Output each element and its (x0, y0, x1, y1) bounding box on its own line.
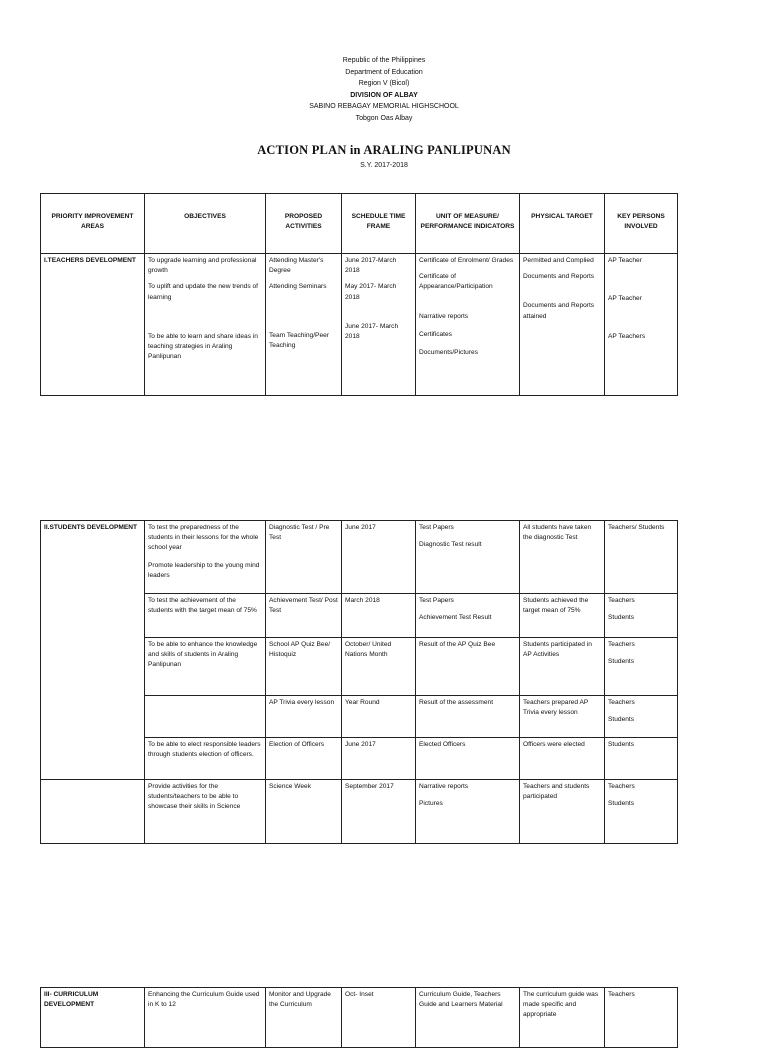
activity-cell: Achievement Test/ Post Test (266, 594, 342, 638)
schedule-text: June 2017- March 2018 (345, 322, 399, 341)
header-line-department: Department of Education (345, 68, 423, 76)
table-row (41, 254, 678, 396)
indicator-text: Certificates (419, 330, 452, 338)
objectives-cell (145, 254, 266, 396)
indicator-text: Pictures (419, 800, 443, 808)
target-text: Permitted and Complied (523, 257, 594, 264)
school-year: S.Y. 2017-2018 (360, 162, 408, 169)
schedule-cell: June 2017 (342, 521, 416, 594)
persons-cell: Teachers (605, 988, 678, 1048)
col-header-persons: KEY PERSONS INVOLVED (605, 194, 678, 254)
target-text: Documents and Reports (523, 273, 595, 281)
area-cell-empty (41, 780, 145, 844)
target-cell: Teachers prepared AP Trivia every lesson (520, 696, 605, 738)
indicator-text: Certificate of Enrolment/ Grades (419, 257, 514, 264)
objectives-cell (145, 521, 266, 594)
indicator-text: Narrative reports (419, 312, 469, 320)
persons-cell (605, 638, 678, 696)
area-teachers: I.TEACHERS DEVELOPMENT (41, 254, 145, 396)
objective-text: To upgrade learning and professional growth (148, 257, 257, 275)
header-line-republic: Republic of the Philippines (342, 57, 426, 64)
indicator-cell: Curriculum Guide, Teachers Guide and Learners Material (416, 988, 520, 1048)
activities-cell (266, 254, 342, 396)
persons-cell (605, 696, 678, 738)
objective-text: To test the preparedness of the students in their lessons for the whole school year (148, 524, 259, 552)
col-header-activities: PROPOSED ACTIVITIES (266, 194, 342, 254)
objective-cell: Enhancing the Curriculum Guide used in K to 12 (145, 988, 266, 1048)
activity-cell: Monitor and Upgrade the Curriculum (266, 988, 342, 1048)
document-title: ACTION PLAN in ARALING PANLIPUNAN (257, 143, 511, 157)
target-cell: All students have taken the diagnostic Test (520, 521, 605, 594)
activity-text: Team Teaching/Peer Teaching (269, 331, 329, 349)
header-line-division: DIVISION OF ALBAY (350, 91, 418, 99)
header-line-address: Tobgon Oas Albay (355, 114, 413, 122)
table-header-row (41, 194, 678, 254)
activity-text: Attending Seminars (269, 283, 327, 291)
person-text: Teachers (608, 597, 635, 604)
target-cell: Students achieved the target mean of 75% (520, 594, 605, 638)
action-plan-table-students (40, 520, 678, 844)
indicator-cell: Result of the assessment (416, 696, 520, 738)
indicators-cell (416, 521, 520, 594)
schedule-cell: Year Round (342, 696, 416, 738)
table-row (41, 521, 678, 594)
schedule-cell: October/ United Nations Month (342, 638, 416, 696)
indicator-text: Test Papers (419, 524, 454, 531)
action-plan-table-teachers (40, 193, 678, 396)
indicator-text: Test Papers (419, 597, 454, 604)
indicator-text: Narrative reports (419, 783, 469, 790)
persons-cell (605, 594, 678, 638)
area-students: II.STUDENTS DEVELOPMENT (41, 521, 145, 780)
indicator-text: Diagnostic Test result (419, 541, 482, 549)
person-text: AP Teachers (608, 333, 646, 341)
person-text: AP Teacher (608, 257, 642, 264)
activity-cell: Diagnostic Test / Pre Test (266, 521, 342, 594)
activity-cell: Science Week (266, 780, 342, 844)
persons-cell: Teachers/ Students (605, 521, 678, 594)
header-line-school: SABINO REBAGAY MEMORIAL HIGHSCHOOL (309, 103, 459, 110)
col-header-schedule: SCHEDULE TIME FRAME (342, 194, 416, 254)
schedule-cell: Oct- Inset (342, 988, 416, 1048)
indicator-text: Certificate of Appearance/Participation (419, 273, 493, 291)
target-cell: Teachers and students participated (520, 780, 605, 844)
schedule-cell: September 2017 (342, 780, 416, 844)
header-line-region: Region V (Bicol) (358, 80, 410, 87)
objective-cell: Provide activities for the students/teachers to be able to showcase their skills in Science (145, 780, 266, 844)
objective-cell: To be able to elect responsible leaders through students election of officers. (145, 738, 266, 780)
indicator-text: Documents/Pictures (419, 349, 478, 357)
target-cell: Students participated in AP Activities (520, 638, 605, 696)
indicators-cell (416, 254, 520, 396)
person-text: Students (608, 658, 635, 666)
col-header-objectives: OBJECTIVES (145, 194, 266, 254)
objective-cell: To test the achievement of the students with the target mean of 75% (145, 594, 266, 638)
persons-cell: Students (605, 738, 678, 780)
indicators-cell (416, 594, 520, 638)
activity-cell: AP Trivia every lesson (266, 696, 342, 738)
letterhead (0, 55, 768, 124)
target-cell: Officers were elected (520, 738, 605, 780)
person-text: Students (608, 614, 635, 622)
target-text: Documents and Reports attained (523, 302, 595, 320)
person-text: Students (608, 800, 635, 808)
col-header-priority: PRIORITY IMPROVEMENT AREAS (41, 194, 145, 254)
indicator-cell: Elected Officers (416, 738, 520, 780)
schedule-cell (342, 254, 416, 396)
persons-cell (605, 254, 678, 396)
activity-text: Attending Master's Degree (269, 257, 324, 275)
targets-cell (520, 254, 605, 396)
schedule-text: June 2017-March 2018 (345, 257, 397, 275)
indicator-text: Achievement Test Result (419, 614, 492, 622)
schedule-cell: June 2017 (342, 738, 416, 780)
indicator-cell: Result of the AP Quiz Bee (416, 638, 520, 696)
table-row (41, 780, 678, 844)
objective-cell: To be able to enhance the knowledge and skills of students in Araling Panlipunan (145, 638, 266, 696)
person-text: Teachers (608, 783, 635, 790)
objective-text: To be able to learn and share ideas in teaching strategies in Araling Panlipunan (148, 332, 258, 361)
table-row (41, 988, 678, 1048)
target-cell: The curriculum guide was made specific and appropriate (520, 988, 605, 1048)
person-text: AP Teacher (608, 295, 642, 303)
activity-cell: Election of Officers (266, 738, 342, 780)
person-text: Teachers (608, 699, 635, 706)
col-header-indicators: UNIT OF MEASURE/ PERFORMANCE INDICATORS (416, 194, 520, 254)
objective-text: Promote leadership to the young mind leaders (148, 561, 260, 579)
schedule-cell: March 2018 (342, 594, 416, 638)
area-curriculum: III- CURRICULUM DEVELOPMENT (41, 988, 145, 1048)
col-header-target: PHYSICAL TARGET (520, 194, 605, 254)
objective-text: To uplift and update the new trends of learning (148, 283, 258, 301)
activity-cell: School AP Quiz Bee/ Histoquiz (266, 638, 342, 696)
person-text: Teachers (608, 641, 635, 648)
indicators-cell (416, 780, 520, 844)
objective-cell-empty (145, 696, 266, 738)
person-text: Students (608, 716, 635, 724)
schedule-text: May 2017- March 2018 (345, 283, 397, 301)
persons-cell (605, 780, 678, 844)
action-plan-table-curriculum (40, 987, 678, 1048)
